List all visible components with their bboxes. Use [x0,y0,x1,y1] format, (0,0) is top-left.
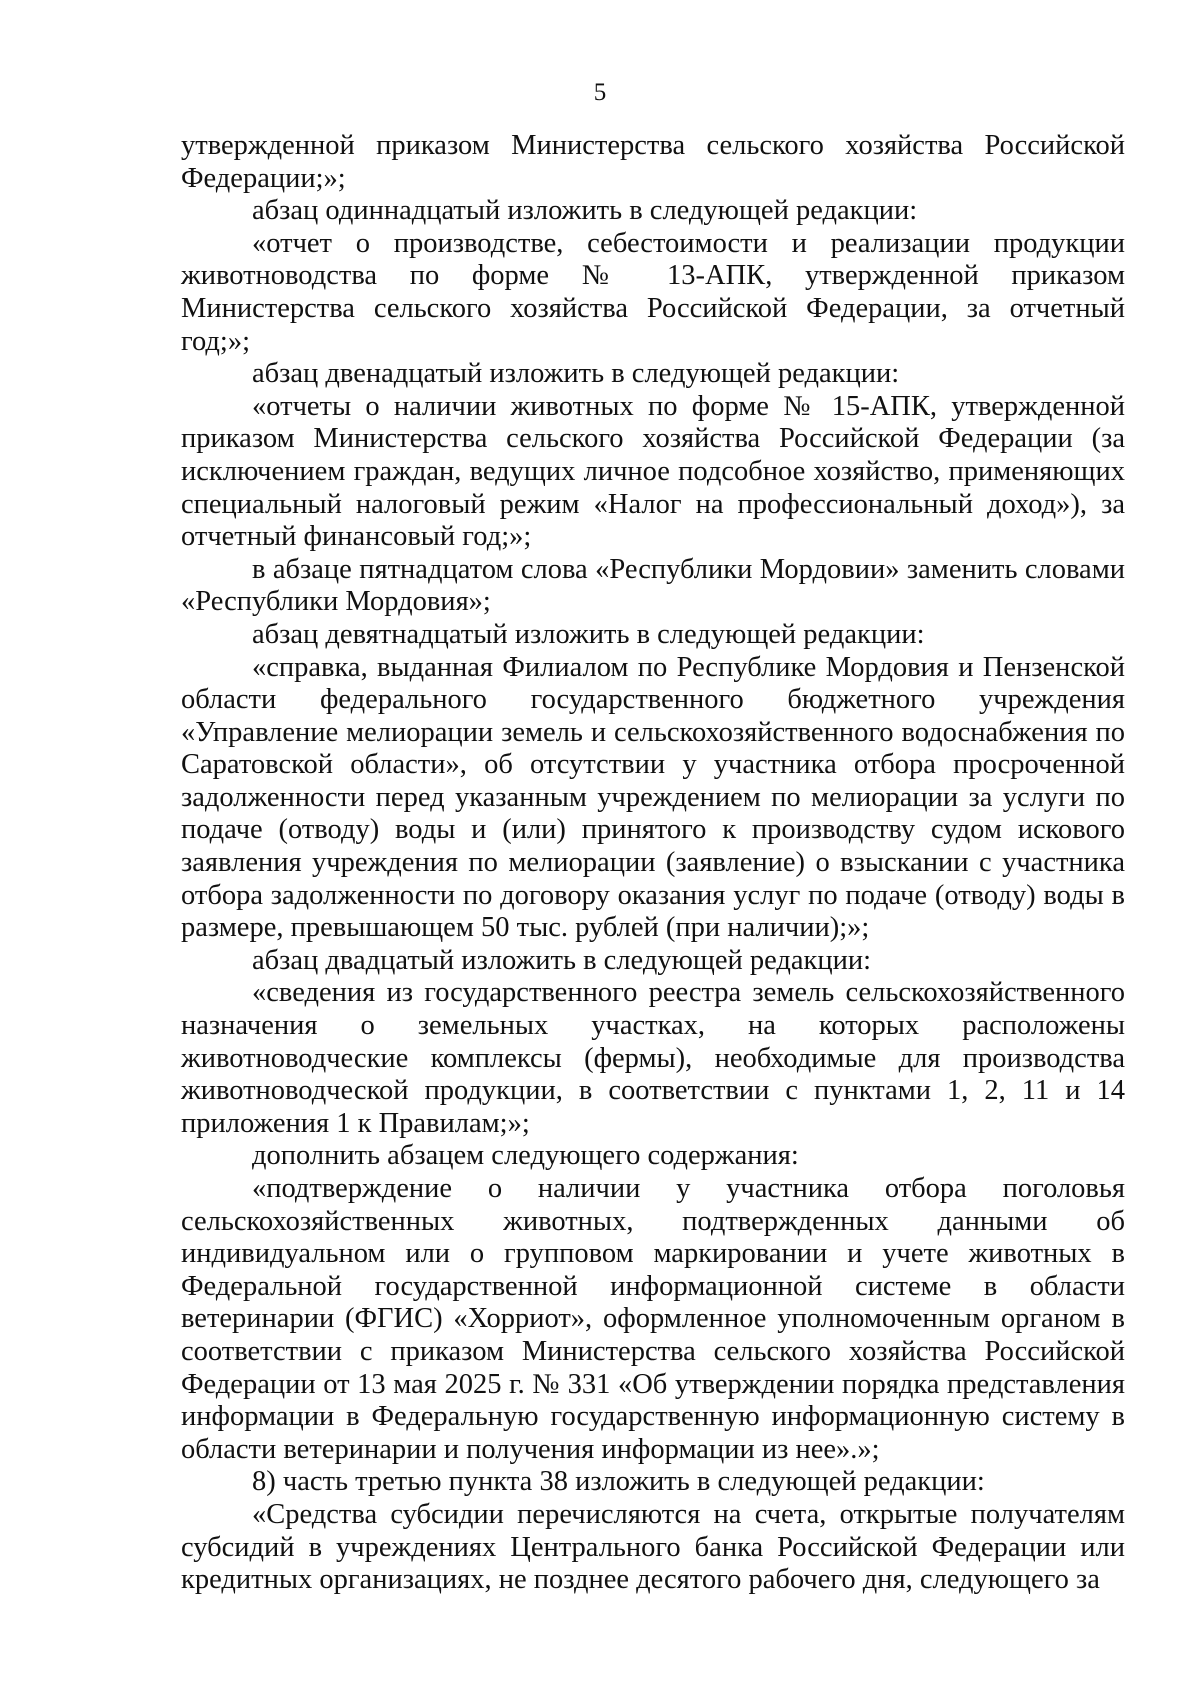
paragraph-instruction: 8) часть третью пункта 38 изложить в следующей редакции: [252,1466,985,1498]
paragraph-instruction: абзац двенадцатый изложить в следующей редакции: [252,358,900,390]
paragraph-quoted: «Средства субсидии перечисляются на счета, открытые получателям субсидий в учреждениях Центрального банка Российской Федерации или кредитных организациях, не позднее десятого рабочего дня, следующего за [181,1498,1125,1596]
paragraph-quoted: «отчеты о наличии животных по форме № 15-АПК, утвержденной приказом Министерства сельского хозяйства Российской Федерации (за исключением граждан, ведущих личное подсобное хозяйство, применяющих специальный налоговый режим «Налог на профессиональный доход»), за отчетный финансовый год;»; [181,390,1125,553]
paragraph-instruction: дополнить абзацем следующего содержания: [252,1140,799,1172]
paragraph-instruction: абзац одиннадцатый изложить в следующей редакции: [252,195,918,227]
paragraph-quoted: «подтверждение о наличии у участника отбора поголовья сельскохозяйственных животных, подтвержденных данными об индивидуальном или о групповом маркировании и учете животных в Федеральной государственной информационной системе в области ветеринарии (ФГИС) «Хорриот», оформленное уполномоченным органом в соответствии с приказом Министерства сельского хозяйства Российской Федерации от 13 мая 2025 г. № 331 «Об утверждении порядка представления информации в Федеральную государственную информационную систему в области ветеринарии и получения информации из нее».»; [181,1173,1125,1465]
paragraph-continuation: утвержденной приказом Министерства сельского хозяйства Российской Федерации;»; [181,130,1125,194]
page-number: 5 [593,79,607,106]
paragraph-quoted: «справка, выданная Филиалом по Республике Мордовия и Пензенской области федерального государственного бюджетного учреждения «Управление мелиорации земель и сельскохозяйственного водоснабжения по Саратовской области», об отсутствии у участника отбора просроченной задолженности перед указанным учреждением по мелиорации за услуги по подаче (отводу) воды и (или) принятого к производству судом искового заявления учреждения по мелиорации (заявление) о взыскании с участника отбора задолженности по договору оказания услуг по подаче (отводу) воды в размере, превышающем 50 тыс. рублей (при наличии);»; [181,651,1125,944]
paragraph-instruction: абзац девятнадцатый изложить в следующей редакции: [252,618,925,650]
paragraph-instruction: абзац двадцатый изложить в следующей редакции: [252,944,872,976]
paragraph-instruction: в абзаце пятнадцатом слова «Республики Мордовии» заменить словами «Республики Мордовия»; [181,553,1125,618]
document-body [181,130,1125,1597]
paragraph-quoted: «сведения из государственного реестра земель сельскохозяйственного назначения о земельных участках, на которых расположены животноводческие комплексы (фермы), необходимые для производства животноводческой продукции, в соответствии с пунктами 1, 2, 11 и 14 приложения 1 к Правилам;»; [181,977,1125,1139]
paragraph-quoted: «отчет о производстве, себестоимости и реализации продукции животноводства по форме № 13-АПК, утвержденной приказом Министерства сельского хозяйства Российской Федерации, за отчетный год;»; [181,227,1125,357]
